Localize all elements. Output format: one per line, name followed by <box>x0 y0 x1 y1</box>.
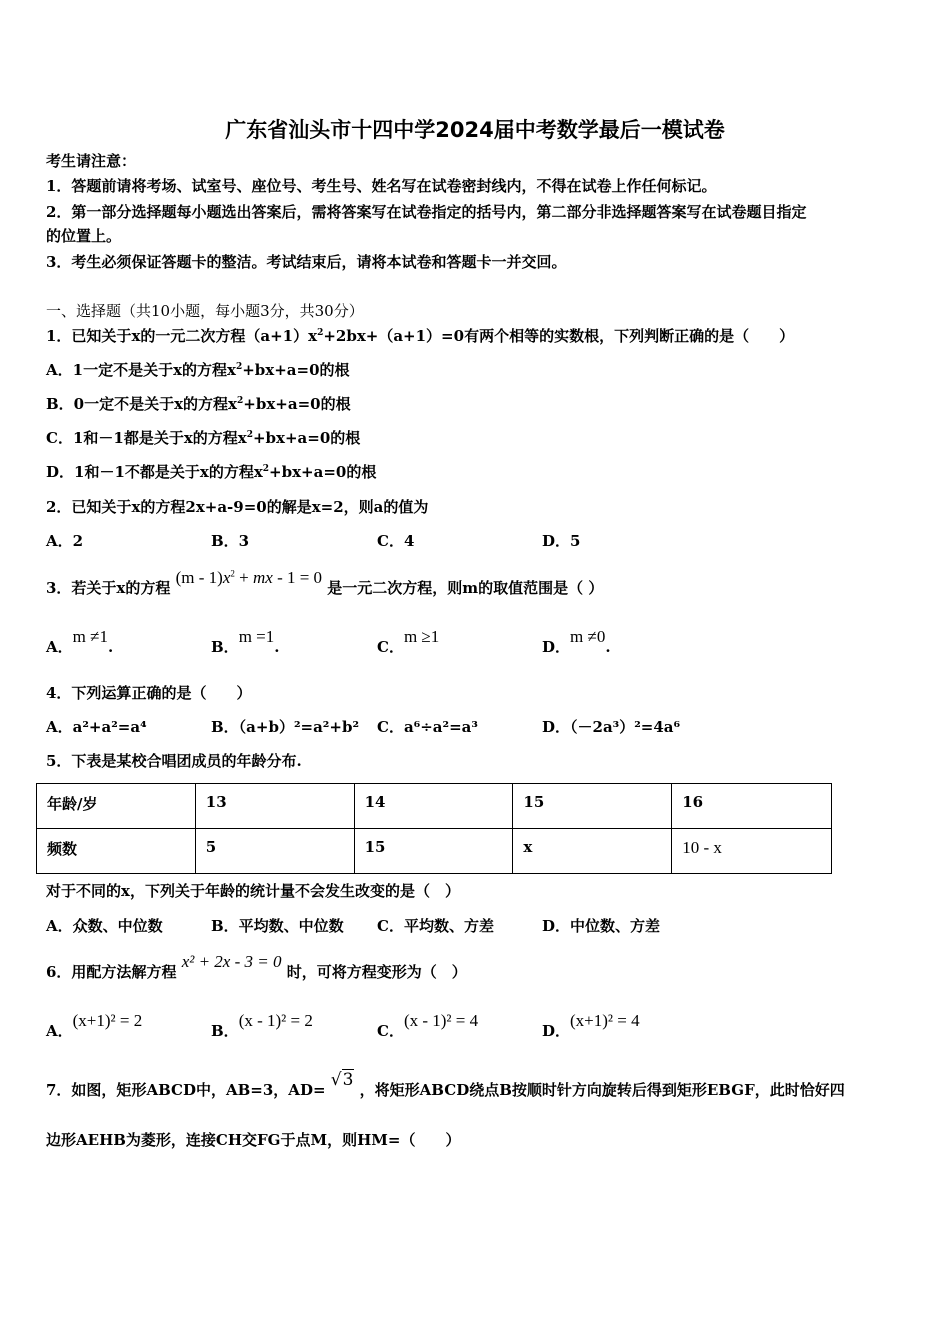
q6-option-c: C．(x - 1)² = 4 <box>377 1011 479 1040</box>
q3-equation: $(m - 1)x^2$ + mx - 1 = 0 <box>175 568 323 587</box>
q4-option-a: A．a²+a²=a⁴ <box>46 718 147 736</box>
q6-option-b: B．(x - 1)² = 2 <box>211 1011 313 1040</box>
q6-stem: 6．用配方法解方程 x² + 2x - 3 = 0 时，可将方程变形为（ ） <box>46 952 467 981</box>
table-cell: 10 - x <box>672 829 832 874</box>
notice-item-3: 3．考生必须保证答题卡的整洁。考试结束后，请将本试卷和答题卡一并交回。 <box>46 253 567 271</box>
q3-stem: 3．若关于x的方程 $(m - 1)x^2$ + mx - 1 = 0 是一元二次方程，则m的取值范围是（ ） <box>46 568 604 597</box>
q5-option-d: D．中位数、方差 <box>542 917 661 935</box>
q7-stem: 7．如图，矩形ABCD中，AB=3，AD= √3 ，将矩形ABCD绕点B按顺时针方向旋转后得到矩形EBGF，此时恰好四 <box>46 1070 845 1099</box>
q6-option-a: A．(x+1)² = 2 <box>46 1011 143 1040</box>
page-title: 广东省汕头市十四中学2024届中考数学最后一模试卷 <box>225 118 725 142</box>
q2-option-a: A．2 <box>46 532 84 550</box>
q3-option-c: C．m ≥1 <box>377 627 440 656</box>
q5-option-c: C．平均数、方差 <box>377 917 494 935</box>
q1-option-d: D．1和－1不都是关于x的方程$x^2+bx+a=0$的根 <box>46 463 377 481</box>
notice-item-2: 2．第一部分选择题每小题选出答案后，需将答案写在试卷指定的括号内，第二部分非选择题答案写在试卷题目指定 <box>46 203 807 221</box>
notice-heading: 考生请注意： <box>46 152 137 170</box>
table-cell: x <box>513 829 672 874</box>
notice-item-1: 1．答题前请将考场、试室号、座位号、考生号、姓名写在试卷密封线内，不得在试卷上作任何标记。 <box>46 177 717 195</box>
q6-equation: x² + 2x - 3 = 0 <box>181 952 282 971</box>
q2-stem: 2．已知关于x的方程2x+a-9=0的解是x=2，则a的值为 <box>46 498 429 516</box>
q3-option-d: D．m ≠0. <box>542 627 611 656</box>
q3-option-a: A．m ≠1. <box>46 627 114 656</box>
table-cell: 13 <box>195 784 354 829</box>
notice-item-2-cont: 的位置上。 <box>46 227 122 245</box>
q7-stem-cont: 边形AEHB为菱形，连接CH交FG于点M，则HM=（ ） <box>46 1131 461 1149</box>
q4-stem: 4．下列运算正确的是（ ） <box>46 684 252 702</box>
q1-option-b: B．0一定不是关于x的方程$x^2+bx+a=0$的根 <box>46 395 351 413</box>
q6-option-d: D．(x+1)² = 4 <box>542 1011 640 1040</box>
section-heading: 一、选择题（共10小题，每小题3分，共30分） <box>46 302 364 320</box>
table-row <box>37 829 832 874</box>
age-distribution-table <box>36 783 832 874</box>
q4-option-c: C．a⁶÷a²=a³ <box>377 718 478 736</box>
sqrt-3: √3 <box>330 1070 354 1090</box>
q2-option-d: D．5 <box>542 532 581 550</box>
q1-option-c: C．1和－1都是关于x的方程$x^2+bx+a=0$的根 <box>46 429 361 447</box>
table-cell: 15 <box>354 829 513 874</box>
q4-option-b: B．（a+b）²=a²+b² <box>211 718 360 736</box>
q3-option-b: B．m =1. <box>211 627 280 656</box>
q5-option-a: A．众数、中位数 <box>46 917 163 935</box>
table-cell: 年龄/岁 <box>37 784 196 829</box>
table-cell: 15 <box>513 784 672 829</box>
q1-option-a: A．1一定不是关于x的方程$x^2+bx+a=0$的根 <box>46 361 350 379</box>
q4-option-d: D．（－2a³）²=4a⁶ <box>542 718 681 736</box>
q5-stem: 5．下表是某校合唱团成员的年龄分布. <box>46 752 302 770</box>
q2-option-c: C．4 <box>377 532 415 550</box>
q2-option-b: B．3 <box>211 532 250 550</box>
q5-option-b: B．平均数、中位数 <box>211 917 344 935</box>
table-cell: 16 <box>672 784 832 829</box>
table-cell: 14 <box>354 784 513 829</box>
q5-follow-up: 对于不同的x，下列关于年龄的统计量不会发生改变的是（ ） <box>46 882 460 900</box>
q1-stem: 1．已知关于x的一元二次方程$(a+1)x^2+2bx+(a+1)=0$有两个相等的实数根，下列判断正确的是（ ） <box>46 327 795 345</box>
table-row <box>37 784 832 829</box>
table-cell: 5 <box>195 829 354 874</box>
table-cell: 频数 <box>37 829 196 874</box>
